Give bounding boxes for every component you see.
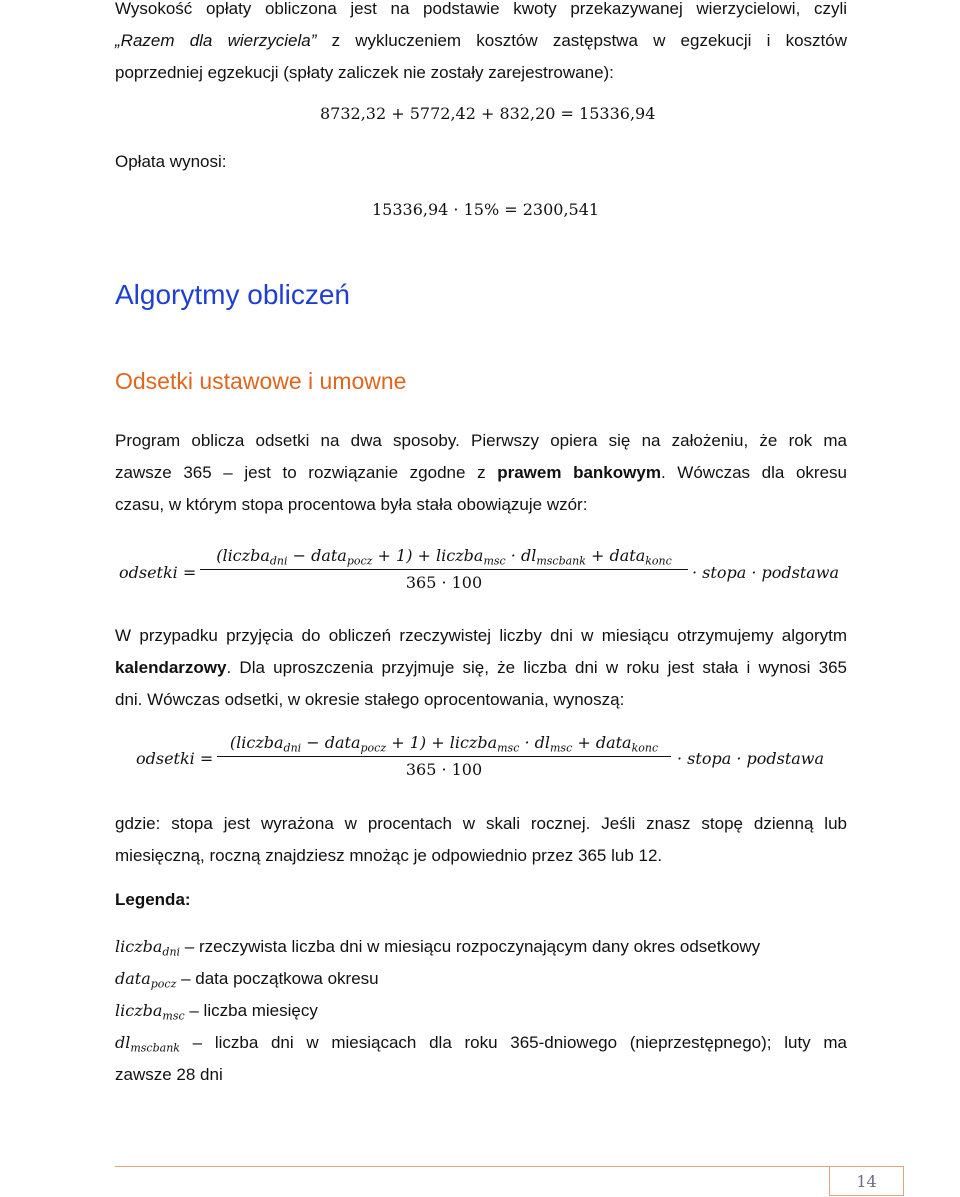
formula-2-bar [217,756,671,757]
p1-line-2-b: . Wówczas dla okresu [660,463,847,482]
p2-line-2-rest: . Dla uproszczenia przyjmuje się, że liczba dni w roku jest stała i wynosi 365 [226,658,847,677]
intro-line-2 [115,25,847,57]
paragraph-2 [115,620,847,716]
legend-item-3 [115,1001,318,1021]
page-number: 14 [829,1166,904,1196]
formula-2-fraction [217,733,671,779]
legend-text-4: – liczba dni w miesiącach dla roku 365-dniowego (nieprzestępnego); luty ma [179,1033,847,1052]
formula-2-numerator: (liczba$_{dni}$ − data$_{pocz}$ + 1) + liczba$_{msc}$ · $dl_{msc}$ + data$_{konc}$ [229,733,659,755]
paragraph-1 [115,425,847,521]
formula-1-numerator: (liczba$_{dni}$ − data$_{pocz}$ + 1) + liczba$_{msc}$ · $dl_{mscbank}$ + data$_{konc}$ [216,546,672,568]
intro-italic: „Razem dla wierzyciela” [115,31,317,50]
legend-symbol-3: liczba$_{msc}$ [115,1001,185,1023]
p1-line-2-a: zawsze 365 – jest to rozwiązanie zgodne z [115,463,498,482]
legend-text-2: – data początkowa okresu [176,969,379,988]
intro-paragraph [115,0,847,89]
legend-symbol-2: data$_{pocz}$ [115,969,177,991]
p2-line-1: W przypadku przyjęcia do obliczeń rzeczywistej liczby dni w miesiącu otrzymujemy algorytm [115,626,847,645]
legend-title: Legenda: [115,890,191,909]
p1-line-3: czasu, w którym stopa procentowa była stała obowiązuje wzór: [115,495,588,514]
p3-line-1: gdzie: stopa jest wyrażona w procentach w skali rocznej. Jeśli znasz stopę dzienną lub [115,814,847,833]
intro-line-1: Wysokość opłaty obliczona jest na podstawie kwoty przekazywanej wierzycielowi, czyli [115,0,847,18]
footer-rule [115,1166,829,1167]
formula-2-rhs: · stopa · podstawa [677,749,825,768]
legend-text-1: – rzeczywista liczba dni w miesiącu rozpoczynającym dany okres odsetkowy [180,937,761,956]
p1-bold-term: prawem bankowym [497,463,661,482]
p2-line-2 [115,652,847,684]
fee-equation-2: 15336,94 · 15% = 2300,541 [372,200,600,219]
intro-line-2-rest: z wykluczeniem kosztów zastępstwa w egzekucji i kosztów [316,31,847,50]
formula-2-lhs: odsetki = [136,749,214,768]
legend-symbol-1: liczba$_{dni}$ [115,937,181,959]
formula-1-denominator: 365 · 100 [405,573,483,592]
p1-line-1: Program oblicza odsetki na dwa sposoby. Pierwszy opiera się na założeniu, że rok ma [115,431,847,450]
heading-algorithms: Algorytmy obliczeń [115,279,350,310]
legend-item-2 [115,969,379,989]
formula-1-lhs: odsetki = [119,563,197,582]
p2-bold-term: kalendarzowy [115,658,227,677]
p2-line-3: dni. Wówczas odsetki, w okresie stałego oprocentowania, wynoszą: [115,690,625,709]
p3-line-2: miesięczną, roczną znajdziesz mnożąc je odpowiednio przez 365 lub 12. [115,846,663,865]
formula-2-denominator: 365 · 100 [405,760,483,779]
legend-symbol-4: $dl_{mscbank}$ [115,1033,180,1055]
fee-equation-1: 8732,32 + 5772,42 + 832,20 = 15336,94 [320,104,656,123]
heading-interest: Odsetki ustawowe i umowne [115,368,407,394]
formula-1-fraction [200,546,688,592]
legend-text-3: – liczba miesięcy [184,1001,318,1020]
legend-item-4 [115,1027,847,1091]
paragraph-3 [115,808,847,872]
p1-line-2 [115,457,847,489]
formula-1-rhs: · stopa · podstawa [692,563,840,582]
intro-line-3: poprzedniej egzekucji (spłaty zaliczek nie zostały zarejestrowane): [115,63,614,82]
legend-item-1 [115,937,760,957]
fee-label: Opłata wynosi: [115,152,227,171]
formula-1-bar [200,569,688,570]
legend-text-4-cont: zawsze 28 dni [115,1065,223,1084]
